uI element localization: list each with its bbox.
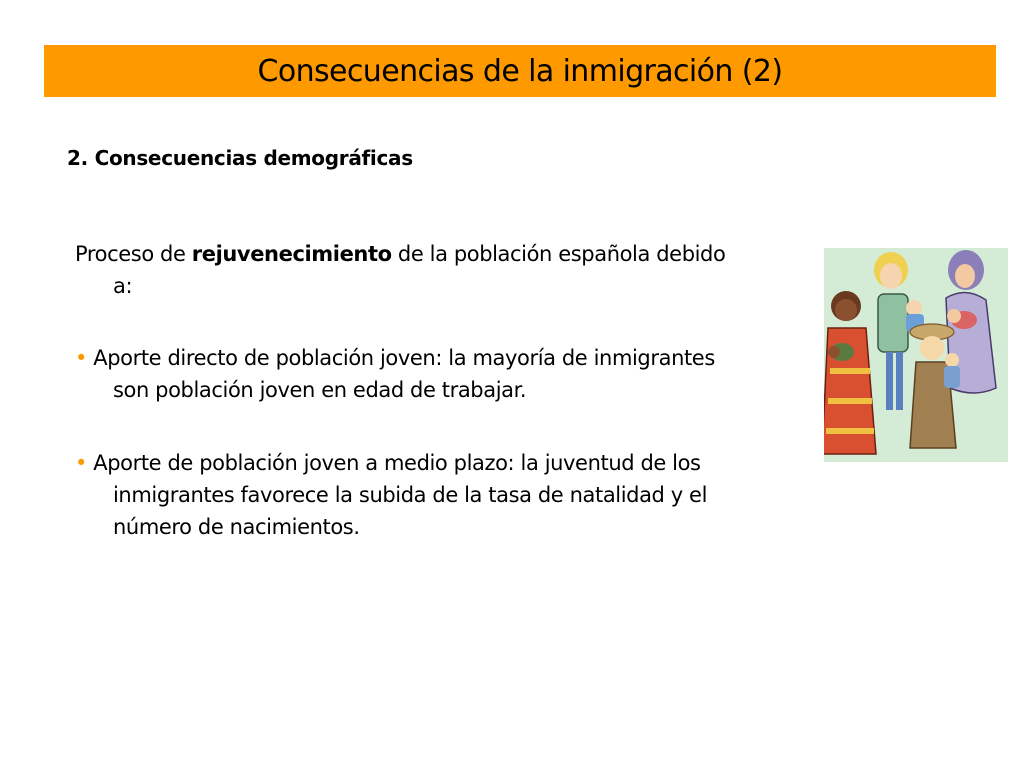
intro-suffix: de la población española debido	[391, 242, 726, 266]
bullet-line: número de nacimientos.	[113, 515, 360, 539]
bullet-line: Aporte directo de población joven: la mayoría de inmigrantes	[87, 346, 715, 370]
intro-bold-term: rejuvenecimiento	[191, 242, 392, 266]
bullet-icon: •	[75, 451, 87, 475]
intro-line2: a:	[113, 274, 133, 298]
bullet-item	[75, 342, 815, 406]
title-bar	[44, 45, 996, 97]
section-heading: 2. Consecuencias demográficas	[67, 146, 413, 170]
bullet-line: son población joven en edad de trabajar.	[113, 378, 527, 402]
intro-prefix: Proceso de	[75, 242, 192, 266]
bullet-line: Aporte de población joven a medio plazo: la juventud de los	[87, 451, 701, 475]
people-group-image	[824, 248, 1008, 462]
bullet-line: inmigrantes favorece la subida de la tasa de natalidad y el	[113, 483, 708, 507]
immigrants-illustration	[824, 248, 1008, 462]
intro-paragraph	[75, 238, 815, 302]
bullet-item	[75, 447, 815, 543]
bullet-icon: •	[75, 346, 87, 370]
slide-title: Consecuencias de la inmigración (2)	[257, 53, 783, 89]
